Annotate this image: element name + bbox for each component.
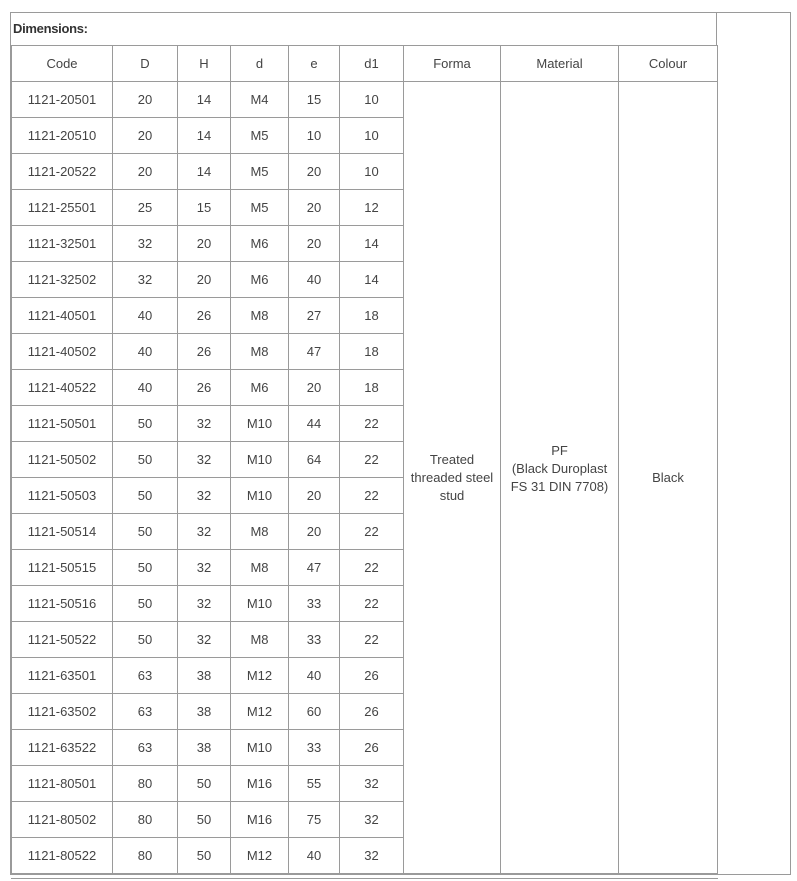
code-cell: 1121-50522 bbox=[12, 622, 113, 658]
table-row bbox=[12, 82, 718, 118]
dimension-cell: 32 bbox=[178, 442, 231, 478]
dimension-cell: 47 bbox=[289, 334, 340, 370]
forma-cell-line: stud bbox=[439, 487, 465, 503]
dimension-cell: 20 bbox=[178, 262, 231, 298]
code-cell: 1121-50514 bbox=[12, 514, 113, 550]
code-cell: 1121-50515 bbox=[12, 550, 113, 586]
dimension-cell: 10 bbox=[289, 118, 340, 154]
forma-cell-line: threaded steel bbox=[410, 469, 494, 485]
dimension-cell: 22 bbox=[340, 586, 404, 622]
dimension-cell: 15 bbox=[178, 190, 231, 226]
dimension-cell: 32 bbox=[178, 586, 231, 622]
dimension-cell: 50 bbox=[113, 514, 178, 550]
code-cell: 1121-20501 bbox=[12, 82, 113, 118]
dimension-cell: 50 bbox=[113, 550, 178, 586]
dimension-cell: 20 bbox=[113, 118, 178, 154]
code-cell: 1121-63522 bbox=[12, 730, 113, 766]
column-header: d bbox=[231, 46, 289, 82]
code-cell: 1121-50516 bbox=[12, 586, 113, 622]
code-cell: 1121-20510 bbox=[12, 118, 113, 154]
column-header: D bbox=[113, 46, 178, 82]
dimension-cell: 10 bbox=[340, 82, 404, 118]
dimension-cell: 80 bbox=[113, 802, 178, 838]
material-cell-line: PF bbox=[551, 442, 568, 458]
dimension-cell: 32 bbox=[178, 550, 231, 586]
dimension-cell: 40 bbox=[289, 262, 340, 298]
dimension-cell: M16 bbox=[231, 802, 289, 838]
forma-cell bbox=[404, 82, 501, 874]
dimension-cell: 40 bbox=[289, 658, 340, 694]
dimension-cell: 40 bbox=[289, 838, 340, 874]
column-header: Code bbox=[12, 46, 113, 82]
dimension-cell: M6 bbox=[231, 370, 289, 406]
dimension-cell: 64 bbox=[289, 442, 340, 478]
dimension-cell: 44 bbox=[289, 406, 340, 442]
dimension-cell: 26 bbox=[178, 334, 231, 370]
code-cell: 1121-50502 bbox=[12, 442, 113, 478]
code-cell: 1121-63502 bbox=[12, 694, 113, 730]
dimension-cell: M8 bbox=[231, 514, 289, 550]
dimension-cell: M6 bbox=[231, 226, 289, 262]
dimension-cell: 50 bbox=[113, 622, 178, 658]
column-header: Colour bbox=[619, 46, 718, 82]
dimension-cell: 20 bbox=[113, 154, 178, 190]
dimension-cell: 26 bbox=[178, 370, 231, 406]
code-cell: 1121-20522 bbox=[12, 154, 113, 190]
code-cell: 1121-80502 bbox=[12, 802, 113, 838]
dimension-cell: 32 bbox=[178, 478, 231, 514]
dimension-cell: 50 bbox=[113, 442, 178, 478]
dimension-cell: 22 bbox=[340, 442, 404, 478]
forma-cell-line: Treated bbox=[429, 451, 475, 467]
dimension-cell: 32 bbox=[178, 514, 231, 550]
code-cell: 1121-50503 bbox=[12, 478, 113, 514]
dimension-cell: 80 bbox=[113, 838, 178, 874]
column-header: Material bbox=[501, 46, 619, 82]
dimension-cell: 50 bbox=[113, 406, 178, 442]
dimension-cell: 20 bbox=[289, 478, 340, 514]
dimension-cell: 15 bbox=[289, 82, 340, 118]
dimension-cell: 14 bbox=[178, 82, 231, 118]
code-cell: 1121-32501 bbox=[12, 226, 113, 262]
dimension-cell: 32 bbox=[178, 622, 231, 658]
dimension-cell: M8 bbox=[231, 622, 289, 658]
dimension-cell: 10 bbox=[340, 154, 404, 190]
dimension-cell: 63 bbox=[113, 730, 178, 766]
dimension-cell: 14 bbox=[178, 154, 231, 190]
dimension-cell: 20 bbox=[178, 226, 231, 262]
dimension-cell: 22 bbox=[340, 550, 404, 586]
bottom-rule bbox=[11, 878, 718, 879]
dimension-cell: M12 bbox=[231, 658, 289, 694]
dimension-cell: M4 bbox=[231, 82, 289, 118]
code-cell: 1121-32502 bbox=[12, 262, 113, 298]
dimension-cell: 40 bbox=[113, 370, 178, 406]
code-cell: 1121-40501 bbox=[12, 298, 113, 334]
dimension-cell: 50 bbox=[178, 802, 231, 838]
dimension-cell: M5 bbox=[231, 190, 289, 226]
dimension-cell: 55 bbox=[289, 766, 340, 802]
dimension-cell: M16 bbox=[231, 766, 289, 802]
dimension-cell: 32 bbox=[340, 838, 404, 874]
dimension-cell: 32 bbox=[113, 262, 178, 298]
code-cell: 1121-40502 bbox=[12, 334, 113, 370]
dimension-cell: 26 bbox=[178, 298, 231, 334]
dimension-cell: 12 bbox=[340, 190, 404, 226]
dimension-cell: 14 bbox=[340, 226, 404, 262]
dimension-cell: M6 bbox=[231, 262, 289, 298]
material-cell-line: (Black Duroplast bbox=[511, 460, 608, 476]
code-cell: 1121-63501 bbox=[12, 658, 113, 694]
section-title: Dimensions: bbox=[12, 13, 717, 45]
dimension-cell: M10 bbox=[231, 586, 289, 622]
dimension-cell: 14 bbox=[340, 262, 404, 298]
dimension-cell: 38 bbox=[178, 694, 231, 730]
dimension-cell: 18 bbox=[340, 370, 404, 406]
dimension-cell: 33 bbox=[289, 586, 340, 622]
code-cell: 1121-40522 bbox=[12, 370, 113, 406]
dimension-cell: 32 bbox=[340, 802, 404, 838]
dimension-cell: 18 bbox=[340, 298, 404, 334]
dimension-cell: M10 bbox=[231, 406, 289, 442]
dimension-cell: 33 bbox=[289, 730, 340, 766]
dimension-cell: 25 bbox=[113, 190, 178, 226]
dimension-cell: 80 bbox=[113, 766, 178, 802]
dimension-cell: M12 bbox=[231, 694, 289, 730]
dimension-cell: 40 bbox=[113, 298, 178, 334]
dimension-cell: M10 bbox=[231, 478, 289, 514]
dimension-cell: 38 bbox=[178, 658, 231, 694]
dimension-cell: 50 bbox=[113, 586, 178, 622]
code-cell: 1121-50501 bbox=[12, 406, 113, 442]
dimension-cell: 63 bbox=[113, 694, 178, 730]
dimension-cell: 20 bbox=[113, 82, 178, 118]
dimension-cell: 18 bbox=[340, 334, 404, 370]
column-header: Forma bbox=[404, 46, 501, 82]
dimension-cell: 20 bbox=[289, 226, 340, 262]
dimension-cell: 10 bbox=[340, 118, 404, 154]
dimension-cell: 33 bbox=[289, 622, 340, 658]
dimension-cell: 32 bbox=[113, 226, 178, 262]
dimension-cell: 20 bbox=[289, 154, 340, 190]
dimension-cell: 26 bbox=[340, 658, 404, 694]
dimension-cell: 27 bbox=[289, 298, 340, 334]
code-cell: 1121-25501 bbox=[12, 190, 113, 226]
dimension-cell: 60 bbox=[289, 694, 340, 730]
dimension-cell: 75 bbox=[289, 802, 340, 838]
dimension-cell: 40 bbox=[113, 334, 178, 370]
header-row bbox=[12, 46, 718, 82]
column-header: e bbox=[289, 46, 340, 82]
dimension-cell: 20 bbox=[289, 514, 340, 550]
dimension-cell: 20 bbox=[289, 370, 340, 406]
dimension-cell: 38 bbox=[178, 730, 231, 766]
material-cell-line: FS 31 DIN 7708) bbox=[510, 478, 609, 494]
material-cell bbox=[501, 82, 619, 874]
dimension-cell: M8 bbox=[231, 298, 289, 334]
code-cell: 1121-80522 bbox=[12, 838, 113, 874]
dimension-cell: 47 bbox=[289, 550, 340, 586]
dimension-cell: M5 bbox=[231, 154, 289, 190]
dimension-cell: 22 bbox=[340, 514, 404, 550]
dimension-cell: 63 bbox=[113, 658, 178, 694]
dimension-cell: 32 bbox=[340, 766, 404, 802]
dimension-cell: M5 bbox=[231, 118, 289, 154]
dimension-cell: 32 bbox=[178, 406, 231, 442]
dimension-cell: 22 bbox=[340, 478, 404, 514]
code-cell: 1121-80501 bbox=[12, 766, 113, 802]
colour-cell: Black bbox=[619, 82, 718, 874]
dimension-cell: M10 bbox=[231, 442, 289, 478]
dimension-cell: 26 bbox=[340, 694, 404, 730]
dimension-cell: 50 bbox=[178, 838, 231, 874]
dimension-cell: 50 bbox=[178, 766, 231, 802]
dimension-cell: 22 bbox=[340, 406, 404, 442]
dimension-cell: 22 bbox=[340, 622, 404, 658]
dimension-cell: M12 bbox=[231, 838, 289, 874]
dimension-cell: 50 bbox=[113, 478, 178, 514]
dimension-cell: M10 bbox=[231, 730, 289, 766]
dimension-cell: M8 bbox=[231, 550, 289, 586]
dimension-cell: 14 bbox=[178, 118, 231, 154]
dimension-cell: 26 bbox=[340, 730, 404, 766]
dimension-cell: 20 bbox=[289, 190, 340, 226]
dimension-cell: M8 bbox=[231, 334, 289, 370]
dimensions-table bbox=[11, 45, 718, 874]
column-header: H bbox=[178, 46, 231, 82]
column-header: d1 bbox=[340, 46, 404, 82]
